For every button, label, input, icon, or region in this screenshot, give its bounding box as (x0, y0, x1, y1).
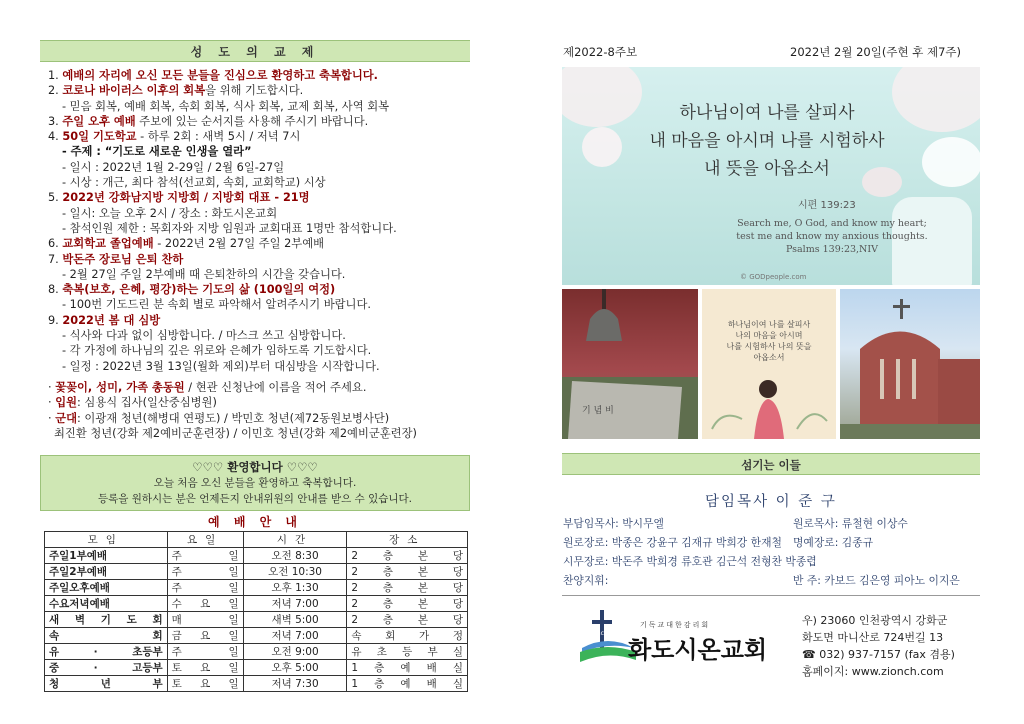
table-header: 장소 (347, 532, 468, 548)
table-cell: 속 회 (45, 628, 168, 644)
table-cell: 유 · 초등부 (45, 644, 168, 660)
notice-item: 2. 코로나 바이러스 이후의 회복을 위해 기도합시다. - 믿음 회복, 예배 회복, 속회 회복, 식사 회복, 교제 회복, 사역 회복 (48, 83, 470, 114)
table-row (45, 564, 468, 580)
table-cell: 2 층 본 당 (347, 580, 468, 596)
table-cell: 2 층 본 당 (347, 612, 468, 628)
table-row (45, 612, 468, 628)
notice-subitem: - 일시: 오늘 오후 2시 / 장소 : 화도시온교회 (62, 206, 278, 220)
table-cell: 1 층 예 배 실 (347, 660, 468, 676)
table-header: 모임 (45, 532, 168, 548)
bullet-item: · 꽃꽂이, 성미, 가족 총동원 / 현관 신청난에 이름을 적어 주세요. (48, 380, 367, 394)
table-cell: 2 층 본 당 (347, 596, 468, 612)
table-cell: 2 층 본 당 (347, 564, 468, 580)
table-cell: 주 일 (167, 644, 243, 660)
bullet-item: · 입원: 심용식 집사(일산중심병원) (48, 396, 217, 410)
girl-image-text: 하나님이여 나를 살피사 나의 마음을 아시며 나를 시험하사 나의 뜻을 아옵소서 (726, 320, 812, 362)
notice-item: 1. 예배의 자리에 오신 모든 분들을 진심으로 환영하고 축복합니다. (48, 69, 378, 82)
verse-reference: 시편 139:23 (798, 200, 856, 211)
welcome-line-2: 등록을 원하시는 분은 언제든지 안내위원의 안내를 받으 수 있습니다. (97, 493, 413, 505)
homepage-link[interactable]: 홈페이지: www.zionch.com (802, 665, 944, 678)
table-row (45, 628, 468, 644)
table-cell: 유 초 등 부 실 (347, 644, 468, 660)
table-cell: 매 일 (167, 612, 243, 628)
bullet-item: · 군대: 이광재 청년(해병대 연평도) / 박민호 청년(제72동원보병사단) (48, 411, 390, 425)
since-label: since 1905 (592, 630, 625, 637)
image-credit: © GODpeople.com (740, 273, 807, 281)
senior-pastor: 담임목사 이 준 구 (705, 494, 837, 510)
welcome-heading: ♡♡♡ 환영합니다 ♡♡♡ (192, 460, 318, 474)
table-row (45, 580, 468, 596)
table-header: 요일 (167, 532, 243, 548)
denomination: 기독교대한감리회 (640, 621, 711, 629)
bulletin-date: 2022년 2월 20일(주현 후 제7주) (790, 45, 961, 59)
worship-title: 예 배 안 내 (208, 515, 302, 529)
staff-left: 찬양지휘: (563, 574, 609, 587)
table-cell: 수 요 일 (167, 596, 243, 612)
table-cell: 오전 8:30 (243, 548, 347, 564)
notice-item: 3. 주일 오후 예배 주보에 있는 순서지를 사용해 주시기 바랍니다. (48, 114, 369, 128)
church-photo (840, 289, 980, 439)
staff-left: 시무장로: 박돈주 박희경 류호관 김근석 전형찬 박종렵 (563, 555, 817, 568)
notice-subitem: - 참석인원 제한 : 목회자와 지방 임원과 교회대표 1명만 참석합니다. (62, 221, 397, 235)
table-cell: 오전 10:30 (243, 564, 347, 580)
notice-item: 4. 50일 기도학교 - 하루 2회 : 새벽 5시 / 저녁 7시 - 주제 : “기도로 새로운 인생을 열라” - 일시 : 2022년 1월 2-29일 / 2월 6일-27일 - 시상 : 개근, 최다 참석(선교회, 속회, 교회학교) 시상 (48, 129, 470, 190)
table-cell: 주 일 (167, 564, 243, 580)
table-row (45, 676, 468, 692)
table-cell: 주일2부예배 (45, 564, 168, 580)
notice-subitem: - 식사와 다과 없이 심방합니다. / 마스크 쓰고 심방합니다. (62, 329, 346, 343)
table-cell: 오전 9:00 (243, 644, 347, 660)
table-cell: 새벽 5:00 (243, 612, 347, 628)
notice-item: 9. 2022년 봄 대 심방 - 식사와 다과 없이 심방합니다. / 마스크 쓰고 심방합니다. - 각 가정에 하나님의 깊은 위로와 은혜가 임하도록 기도합시다. - 일정 : 2022년 3월 13일(월화 제외)부터 대심방을 시작합니다. (48, 313, 470, 374)
notice-subitem: - 각 가정에 하나님의 깊은 위로와 은혜가 임하도록 기도합시다. (62, 344, 372, 358)
notice-item: 7. 박돈주 장로님 은퇴 찬하 - 2월 27일 주일 2부예배 때 은퇴찬하의 시간을 갖습니다. (48, 252, 470, 283)
table-cell: 금 요 일 (167, 628, 243, 644)
staff-row (563, 552, 980, 571)
table-header: 시간 (243, 532, 347, 548)
church-address (802, 612, 955, 680)
notice-subitem: - 믿음 회복, 예배 회복, 속회 회복, 식사 회복, 교제 회복, 사역 회복 (62, 99, 390, 113)
staff-row (563, 533, 980, 552)
table-cell: 수요저녁예배 (45, 596, 168, 612)
table-row (45, 548, 468, 564)
table-cell: 청 년 부 (45, 676, 168, 692)
table-cell: 주 일 (167, 548, 243, 564)
table-cell: 오후 1:30 (243, 580, 347, 596)
table-cell: 2 층 본 당 (347, 548, 468, 564)
girl-illustration (702, 289, 836, 439)
table-row (45, 644, 468, 660)
fellowship-section (40, 40, 470, 441)
table-cell: 주 일 (167, 580, 243, 596)
address-line-1: 우) 23060 인천광역시 강화군 (802, 614, 948, 627)
table-row (45, 596, 468, 612)
phone-line: ☎ 032) 937-7157 (fax 겸용) (802, 648, 955, 661)
staff-right: 원로목사: 류철현 이상수 (793, 517, 908, 530)
table-cell: 주일오후예배 (45, 580, 168, 596)
notice-item: 8. 축복(보호, 은혜, 평강)하는 기도의 삶 (100일의 여정) - 100번 기도드린 분 속회 별로 파악해서 알려주시기 바랍니다. (48, 282, 470, 313)
table-cell: 1 층 예 배 실 (347, 676, 468, 692)
staff-row (563, 571, 980, 590)
staff-row (563, 514, 980, 533)
table-cell: 주일1부예배 (45, 548, 168, 564)
notice-subitem: - 2월 27일 주일 2부예배 때 은퇴찬하의 시간을 갖습니다. (62, 267, 346, 281)
bullet-list (40, 380, 470, 441)
bullet-continuation: 최진환 청년(강화 제2예비군훈련장) / 이민호 청년(강화 제2예비군훈련장) (54, 426, 417, 440)
table-row (45, 660, 468, 676)
issue-number: 제2022-8주보 (563, 45, 638, 59)
staff-list (563, 514, 980, 590)
notice-list (40, 68, 470, 374)
servants-title: 섬기는 이들 (562, 453, 980, 475)
church-logo (578, 608, 778, 668)
church-name: 화도시온교회 (628, 636, 768, 664)
verse-english: Search me, O God, and know my heart; test me and know my anxious thoughts. Psalms 139:23,NIV (736, 218, 928, 255)
verse-image (562, 67, 980, 285)
staff-left: 원로장로: 박종은 강윤구 김재규 박희강 한재철 (563, 536, 782, 549)
bell-stone-photo (562, 289, 698, 439)
worship-table (44, 531, 468, 692)
table-cell: 저녁 7:00 (243, 628, 347, 644)
notice-subitem: - 일정 : 2022년 3월 13일(월화 제외)부터 대심방을 시작합니다. (62, 359, 380, 373)
fellowship-title: 성 도 의 교 제 (40, 40, 470, 62)
table-cell: 속 회 가 정 (347, 628, 468, 644)
notice-item: 5. 2022년 강화남지방 지방회 / 지방회 대표 - 21명 - 일시: 오늘 오후 2시 / 장소 : 화도시온교회 - 참석인원 제한 : 목회자와 지방 임원과 교회대표 1명만 참석합니다. (48, 190, 470, 236)
notice-subitem: - 100번 기도드린 분 속회 별로 파악해서 알려주시기 바랍니다. (62, 298, 371, 312)
table-cell: 오후 5:00 (243, 660, 347, 676)
stone-text: 기 념 비 (582, 406, 614, 416)
table-cell: 저녁 7:00 (243, 596, 347, 612)
notice-subitem: - 주제 : “기도로 새로운 인생을 열라” (62, 145, 252, 159)
table-cell: 토 요 일 (167, 660, 243, 676)
staff-left: 부담임목사: 박시무엘 (563, 517, 664, 530)
address-line-2: 화도면 마니산로 724번길 13 (802, 631, 944, 644)
table-cell: 새 벽 기 도 회 (45, 612, 168, 628)
notice-subitem: - 일시 : 2022년 1월 2-29일 / 2월 6일-27일 (62, 160, 285, 174)
table-cell: 토 요 일 (167, 676, 243, 692)
table-cell: 중 · 고등부 (45, 660, 168, 676)
notice-item: 6. 교회학교 졸업예배 - 2022년 2월 27일 주일 2부예배 (48, 237, 325, 251)
welcome-line-1: 오늘 처음 오신 분들을 환영하고 축복합니다. (153, 477, 357, 489)
staff-right: 반 주: 카보드 김은영 피아노 이지은 (793, 574, 960, 587)
table-cell: 저녁 7:30 (243, 676, 347, 692)
welcome-box (40, 455, 470, 511)
notice-subitem: - 시상 : 개근, 최다 참석(선교회, 속회, 교회학교) 시상 (62, 176, 326, 190)
staff-right: 명예장로: 김종규 (793, 536, 874, 549)
verse-korean: 하나님이여 나를 살피사 내 마음을 아시며 나를 시험하사 내 뜻을 아옵소서 (649, 103, 885, 179)
divider (562, 595, 980, 596)
